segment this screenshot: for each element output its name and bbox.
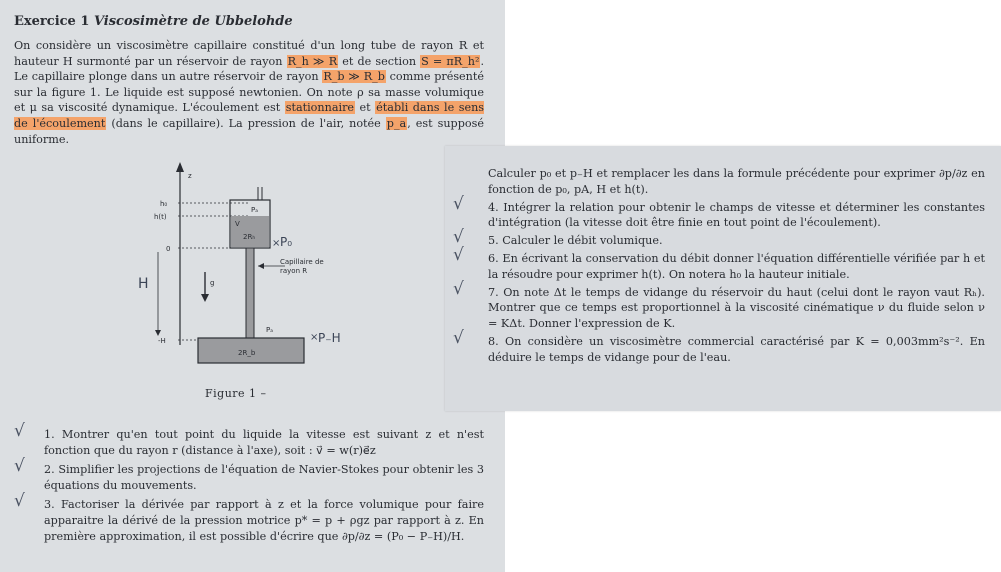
question-8: √ 8. On considère un viscosimètre commercial caractérisé par K = 0,003mm²s⁻². En déduire le temps de vidange pour de l'eau. bbox=[453, 327, 985, 364]
exercise-number: Exercice 1 bbox=[14, 14, 90, 29]
z-axis-arrow bbox=[176, 162, 184, 172]
check-mark: √ bbox=[453, 227, 464, 248]
check-mark: √ bbox=[14, 421, 25, 441]
figure-1-diagram bbox=[140, 160, 360, 375]
label-capillary-2: rayon R bbox=[280, 267, 308, 275]
highlight-section: S = πR_h² bbox=[421, 54, 480, 68]
highlight-rh: R_h ≫ R bbox=[287, 54, 338, 68]
label-zero: 0 bbox=[166, 245, 171, 253]
question-1: √ 1. Montrer qu'en tout point du liquide la vitesse est suivant z et n'est fonction que du rayon r (distance à l'axe), soit : v⃗ = w(r)e⃗z bbox=[14, 421, 484, 457]
question-6: √ 6. En écrivant la conservation du débit donner l'équation différentielle vérifiée par h et la résoudre pour exprimer h(t). On notera h₀ la hauteur initiale. bbox=[453, 244, 985, 281]
question-7: √ 7. On note Δt le temps de vidange du réservoir du haut (celui dont le rayon vaut Rₕ). Montrer que ce temps est proportionnel à la viscosité cinématique ν du fluide selon ν = KΔt. Donner l'expression de K. bbox=[453, 278, 985, 331]
check-mark: √ bbox=[453, 244, 464, 265]
hand-p0: P₀ bbox=[280, 235, 293, 249]
label-pa-top: Pₐ bbox=[251, 206, 258, 214]
question-2: √ 2. Simplifier les projections de l'équation de Navier-Stokes pour obtenir les 3 équations du mouvements. bbox=[14, 456, 484, 492]
check-mark: √ bbox=[453, 327, 464, 348]
svg-text:×: × bbox=[310, 332, 319, 343]
question-3-continued: Calculer p₀ et p₋H et remplacer les dans la formule précédente pour exprimer ∂p/∂z en fonction de p₀, pA, H et h(t). bbox=[488, 167, 985, 196]
intro-paragraph: On considère un viscosimètre capillaire constitué d'un long tube de rayon R et hauteur H surmonté par un réservoir de rayon R_h ≫ R et de section S = πR_h². Le capillaire plonge dans un autre réservoir de rayon R_b ≫ R_b comme présenté sur la figure 1. Le liquide est supposé newtonien. On note ρ sa masse volumique et μ sa viscosité dynamique. L'écoulement est stationnaire et établi dans le sens de l'écoulement (dans le capillaire). La pression de l'air, notée p_a, est supposé uniforme. bbox=[14, 39, 485, 146]
figure-caption: Figure 1 – bbox=[205, 387, 267, 400]
label-h0: h₀ bbox=[160, 200, 168, 208]
highlight-rb: R_b ≫ R_b bbox=[323, 70, 385, 84]
hand-p-minus-h: P₋H bbox=[318, 331, 341, 345]
label-g: g bbox=[210, 279, 215, 287]
questions-right bbox=[450, 166, 985, 368]
label-capillary-1: Capillaire de bbox=[280, 258, 324, 266]
question-5: √ 5. Calculer le débit volumique. bbox=[453, 227, 663, 248]
exercise-name: Viscosimètre de Ubbelohde bbox=[93, 14, 293, 29]
question-4: √ 4. Intégrer la relation pour obtenir le champs de vitesse et déterminer les constantes d'intégration (la vitesse doit être finie en tout point de l'écoulement). bbox=[453, 193, 985, 230]
check-mark: √ bbox=[453, 278, 464, 299]
highlight-pa: p_a bbox=[386, 116, 407, 130]
question-3: √ 3. Factoriser la dérivée par rapport à z et la force volumique pour faire apparaitre la dérivé de la pression motrice p* = p + ρgz par rapport à z. En première approximation, il est possible d'écrire que ∂p/∂z = (P₀ − P₋H)/H. bbox=[14, 491, 484, 543]
label-2rh: 2Rₕ bbox=[243, 233, 256, 241]
label-pa-bottom: Pₐ bbox=[266, 326, 273, 334]
check-mark: √ bbox=[453, 193, 464, 214]
exercise-title bbox=[14, 14, 293, 29]
questions-left bbox=[14, 421, 484, 548]
label-z: z bbox=[188, 172, 192, 180]
hand-h: H bbox=[138, 276, 149, 292]
check-mark: √ bbox=[14, 491, 25, 512]
highlight-etabli: établi dans le sens de l'écoulement bbox=[14, 101, 485, 130]
svg-text:×: × bbox=[272, 238, 281, 249]
label-ht: h(t) bbox=[154, 213, 167, 221]
check-mark: √ bbox=[14, 456, 25, 477]
highlight-stationnaire: stationnaire bbox=[285, 101, 355, 115]
label-2rb: 2R_b bbox=[238, 349, 256, 357]
capillary-tube bbox=[246, 248, 254, 340]
label-minus-h: -H bbox=[158, 337, 166, 345]
label-v: V bbox=[235, 220, 240, 228]
